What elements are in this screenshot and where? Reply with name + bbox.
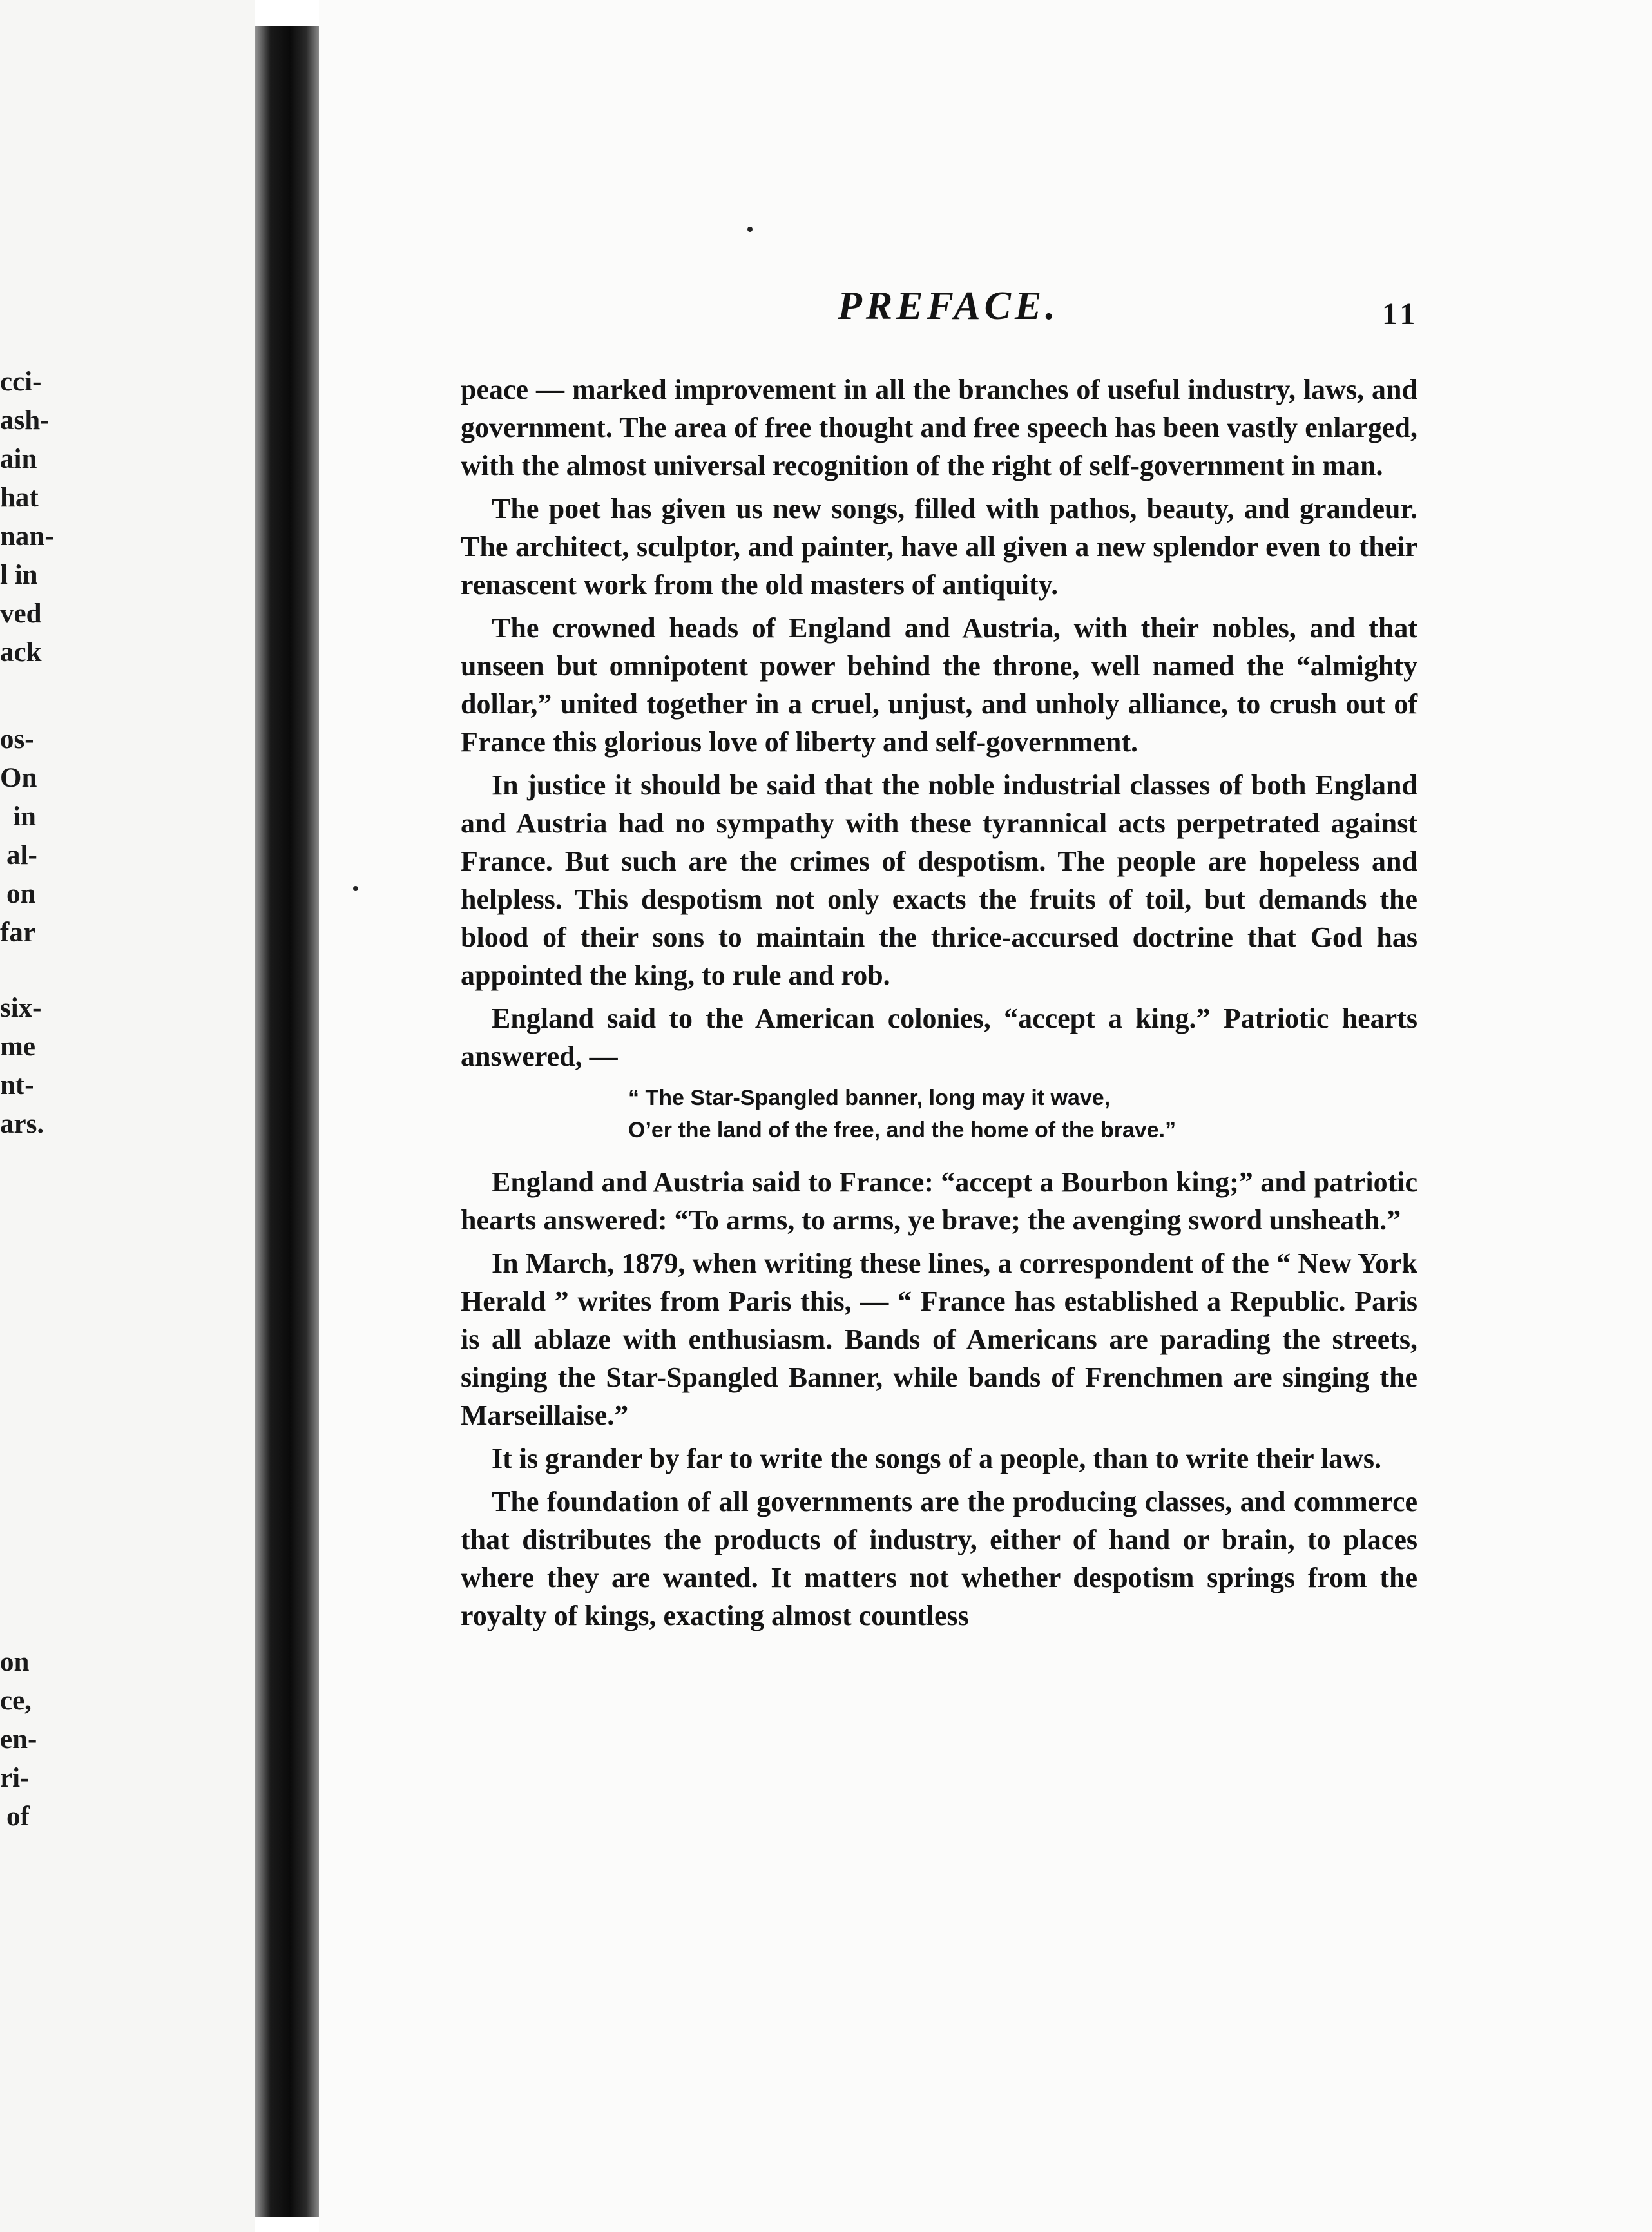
left-fragment: far <box>0 918 35 948</box>
verse-quote <box>628 1082 1417 1146</box>
verse-line: O’er the land of the free, and the home of the brave.” <box>628 1118 1177 1142</box>
paragraph: The foundation of all governments are the producing classes, and commerce that distributes the products of industry, either of hand or brain, to places where they are wanted. It matters not whether despotism springs from the royalty of kings, exacting almost countless <box>461 1486 1417 1631</box>
left-fragment: ce, <box>0 1686 32 1716</box>
print-speck <box>353 886 358 891</box>
page-number: 11 <box>1382 297 1419 331</box>
left-fragment: ved <box>0 599 42 629</box>
left-fragment: on <box>0 1647 30 1677</box>
running-head: PREFACE. <box>838 284 1059 328</box>
left-fragment: ri- <box>0 1763 30 1793</box>
paragraph: It is grander by far to write the songs of a people, than to write their laws. <box>492 1443 1382 1474</box>
left-fragment: cci- <box>0 367 42 397</box>
left-fragment: hat <box>0 483 39 513</box>
book-gutter-shadow <box>255 26 319 2217</box>
left-fragment: On <box>0 763 37 793</box>
body-text <box>461 370 1417 1640</box>
left-fragment: nan- <box>0 521 54 552</box>
print-speck <box>747 227 753 232</box>
left-page <box>0 0 255 2232</box>
paragraph: The poet has given us new songs, filled with pathos, beauty, and grandeur. The architect, sculptor, and painter, have all given a new splendor even to their renascent work from the old masters of antiquity. <box>461 493 1417 601</box>
left-fragment: ars. <box>0 1109 44 1139</box>
left-fragment: os- <box>0 724 34 755</box>
left-fragment: al- <box>6 840 37 871</box>
paragraph: peace — marked improvement in all the branches of useful industry, laws, and government. The area of free thought and free speech has been vastly enlarged, with the almost universal recognition of the right of self-government in man. <box>461 374 1417 481</box>
left-fragment: ain <box>0 444 37 474</box>
paragraph: In justice it should be said that the noble industrial classes of both England and Austria had no sympathy with these tyrannical acts perpetrated against France. But such are the crimes of despotism. The people are hopeless and helpless. This despotism not only exacts the fruits of toil, but demands the blood of their sons to maintain the thrice-accursed doctrine that God has appointed the king, to rule and rob. <box>461 769 1417 991</box>
paragraph: The crowned heads of England and Austria, with their nobles, and that unseen but omnipotent power behind the throne, well named the “almighty dollar,” united together in a cruel, unjust, and unholy alliance, to crush out of France this glorious love of liberty and self-government. <box>461 612 1417 758</box>
left-fragment: en- <box>0 1724 37 1755</box>
left-fragment: six- <box>0 993 42 1023</box>
paragraph: In March, 1879, when writing these lines, a correspondent of the “ New York Herald ” writes from Paris this, — “ France has established a Republic. Paris is all ablaze with enthusiasm. Bands of Americans are parading the streets, singing the Star-Spangled Banner, while bands of Frenchmen are singing the Marseillaise.” <box>461 1247 1417 1431</box>
paragraph: England said to the American colonies, “accept a king.” Patriotic hearts answered, — <box>461 1003 1417 1072</box>
left-fragment: me <box>0 1032 35 1062</box>
left-fragment: ash- <box>0 405 50 436</box>
left-fragment: ack <box>0 637 42 668</box>
left-fragment: of <box>6 1802 30 1832</box>
left-fragment: nt- <box>0 1070 34 1101</box>
left-fragment: on <box>6 879 36 909</box>
left-fragment: in <box>13 802 36 832</box>
verse-line: “ The Star-Spangled banner, long may it wave, <box>628 1086 1111 1110</box>
paragraph: England and Austria said to France: “accept a Bourbon king;” and patriotic hearts answered: “To arms, to arms, ye brave; the avenging sword unsheath.” <box>461 1166 1417 1236</box>
left-fragment: l in <box>0 560 38 590</box>
